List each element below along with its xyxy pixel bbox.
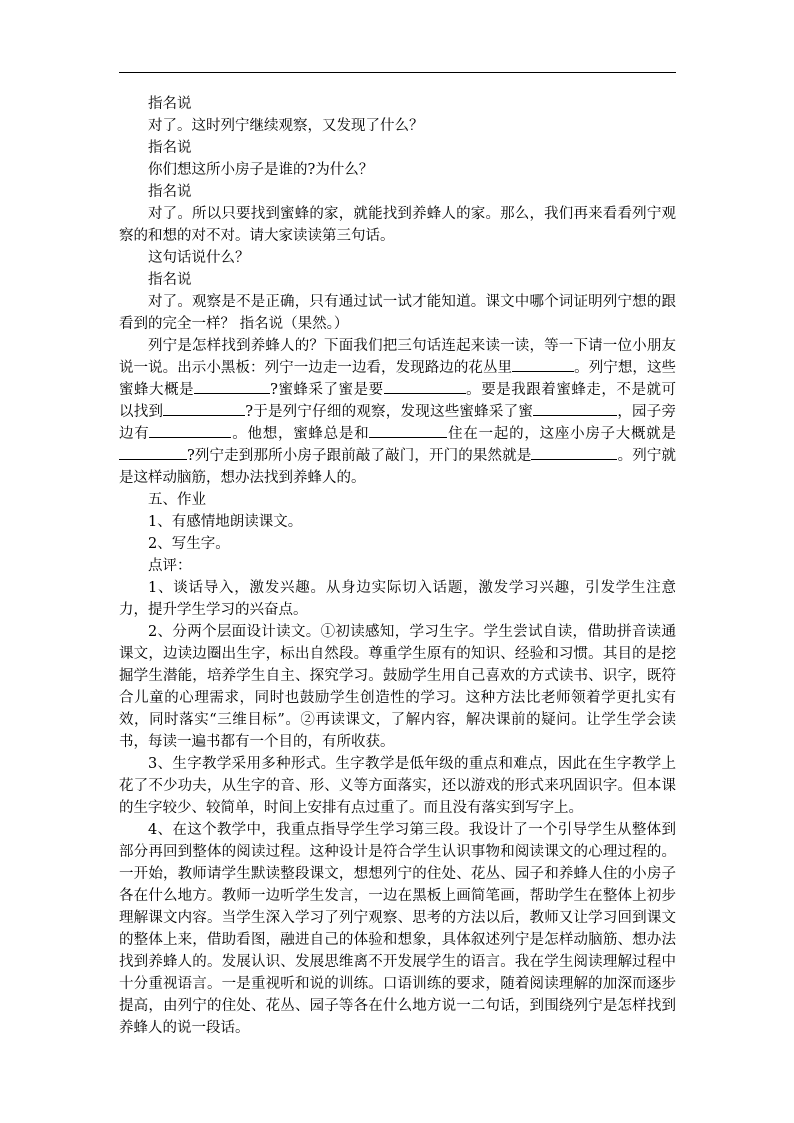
review-point-4: 4、在这个教学中，我重点指导学生学习第三段。我设计了一个引导学生从整体到部分再回到整体的阅读过程。这种设计是符合学生认识事物和阅读课文的心理过程的。一开始，教师请学生默读整段课文，想想列宁的住处、花丛、园子和养蜂人住的小房子各在什么地方。教师一边听学生发言，一边在黑板上画简笔画，帮助学生在整体上初步理解课文内容。当学生深入学习了列宁观察、思考的方法以后，教师又让学习回到课文的整体上来，借助看图，融进自己的体验和想象，具体叙述列宁是怎样动脑筋、想办法找到养蜂人的。发展认识、发展思维离不开发展学生的语言。我在学生阅读理解过程中十分重视语言。一是重视听和说的训练。口语训练的要求，随着阅读理解的加深而逐步提高，由列宁的住处、花丛、园子等各在什么地方说一二句话，到围绕列宁是怎样找到养蜂人的说一段话。: [119, 822, 676, 1036]
line-prompt-1: 指名说: [148, 96, 192, 112]
blank-5: [533, 401, 617, 416]
line-prompt-4: 指名说: [148, 272, 192, 288]
review-point-2: 2、分两个层面设计读文。①初读感知，学习生字。学生尝试自读，借助拼音读通课文，边读边圈出生字，标出自然段。尊重学生原有的知识、经验和习惯。其目的是挖掘学生潜能，培养学生自主、探究学习。鼓励学生用自己喜欢的方式读书、识字，既符合儿童的心理需求，同时也鼓励学生创造性的学习。这种方法比老师领着学更扎实有效，同时落实“三维目标”。②再读课文，了解内容，解决课前的疑问。让学生学会读书，每读一遍书都有一个目的，有所收获。: [119, 624, 676, 750]
fill-text-3: ?蜜蜂采了蜜是要: [270, 382, 384, 398]
fill-text-10: 。列宁就是这样动脑筋，想办法找到养蜂人的。: [119, 448, 676, 486]
fill-text-8: 住在一起的，这座小房子大概就是: [447, 426, 677, 442]
review-label: 点评：: [148, 558, 192, 574]
paragraph-observation: 对了。观察是不是正确，只有通过试一试才能知道。课文中哪个词证明列宁想的跟看到的完全一样？ 指名说（果然。）: [119, 294, 676, 332]
fill-text-4: 。要是我跟着蜜蜂走，不是就可以找到: [119, 382, 677, 420]
line-question-3: 这句话说什么？: [148, 250, 250, 266]
homework-item-2: 2、写生字。: [148, 536, 230, 552]
blank-4: [163, 401, 245, 416]
blank-3: [384, 379, 466, 394]
fill-text-9: ?列宁走到那所小房子跟前敲了敲门，开门的果然就是: [187, 448, 532, 464]
blank-9: [531, 445, 617, 460]
paragraph-bee-home: 对了。所以只要找到蜜蜂的家，就能找到养蜂人的家。那么，我们再来看看列宁观察的和想的对不对。请大家读读第三句话。: [119, 206, 676, 244]
header-rule: [119, 72, 676, 73]
blank-6: [149, 423, 231, 438]
line-question-1: 对了。这时列宁继续观察，又发现了什么？: [148, 118, 424, 134]
paragraph-fill-in-blanks: [119, 335, 676, 489]
fill-text-6: ，园子旁边有: [119, 404, 677, 442]
fill-text-7: 。他想，蜜蜂总是和: [231, 426, 370, 442]
review-point-3: 3、生字教学采用多种形式。生字教学是低年级的重点和难点，因此在生字教学上花了不少功夫，从生字的音、形、义等方面落实，还以游戏的形式来巩固识字。但本课的生字较少、较简单，时间上安排有点过重了。而且没有落实到写字上。: [119, 756, 676, 816]
fill-text-5: ?于是列宁仔细的观察，发现这些蜜蜂采了蜜: [245, 404, 534, 420]
blank-7: [369, 423, 447, 438]
homework-item-1: 1、有感情地朗读课文。: [148, 514, 303, 530]
blank-2: [194, 379, 270, 394]
blank-1: [512, 357, 574, 372]
blank-8: [119, 445, 187, 460]
line-prompt-3: 指名说: [148, 184, 192, 200]
homework-title: 五、作业: [148, 492, 206, 508]
fill-text-2: 。列宁想，这些蜜蜂大概是: [119, 360, 677, 398]
line-question-2: 你们想这所小房子是谁的?为什么？: [148, 162, 374, 178]
review-point-1: 1、谈话导入，激发兴趣。从身边实际切入话题，激发学习兴趣，引发学生注意力，提升学生学习的兴奋点。: [119, 580, 676, 618]
line-prompt-2: 指名说: [148, 140, 192, 156]
fill-text-1: 列宁是怎样找到养蜂人的？下面我们把三句话连起来读一读，等一下请一位小朋友说一说。出示小黑板：列宁一边走一边看，发现路边的花丛里: [119, 338, 676, 376]
document-body: [119, 93, 676, 1039]
